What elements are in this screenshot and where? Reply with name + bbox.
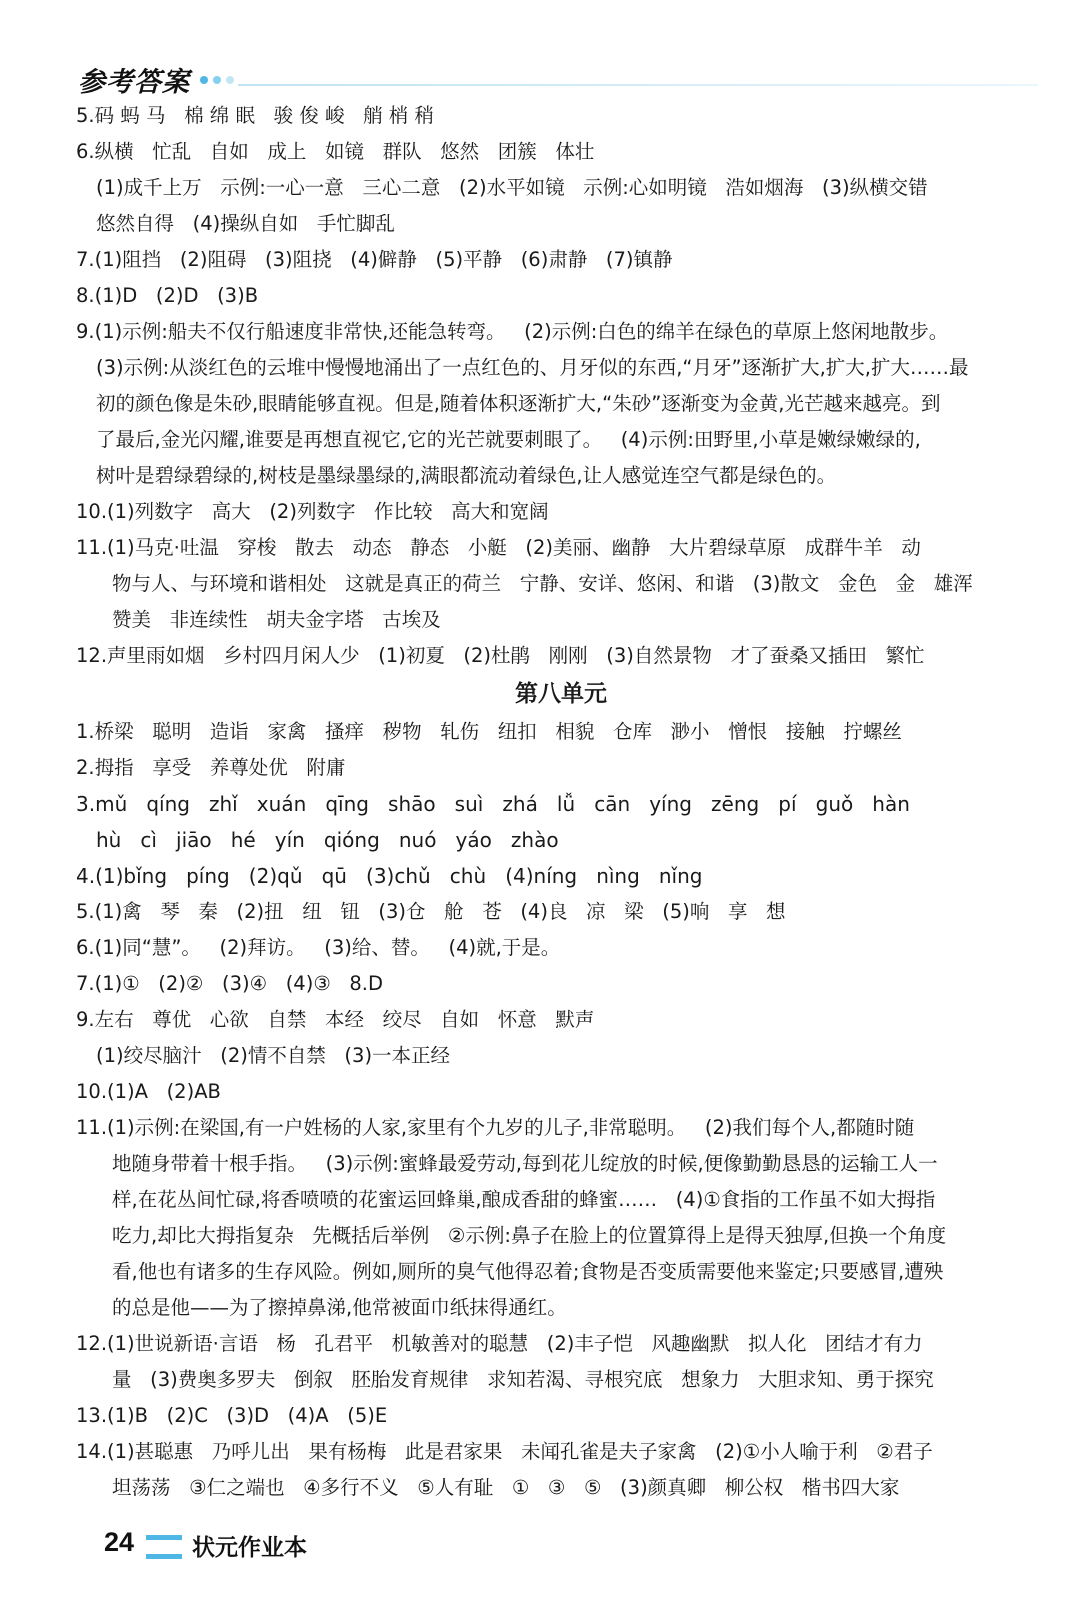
answer-line: 9.(1)示例:船夫不仅行船速度非常快,还能急转弯。 (2)示例:白色的绵羊在绿色的草原上悠闲地散步。	[76, 320, 949, 343]
book-title: 状元作业本	[192, 1535, 307, 1561]
answer-line: 赞美 非连续性 胡夫金字塔 古埃及	[112, 608, 441, 631]
answer-line: 10.(1)A (2)AB	[76, 1080, 221, 1103]
answer-line: 吃力,却比大拇指复杂 先概括后举例 ②示例:鼻子在脸上的位置算得上是得天独厚,但换一个角度	[112, 1224, 947, 1247]
answer-line: 8.(1)D (2)D (3)B	[76, 284, 259, 307]
pinyin-line: hù cì jiāo hé yín qióng nuó yáo zhào	[96, 828, 559, 852]
pinyin-line: 4.(1)bǐng píng (2)qǔ qū (3)chǔ chù (4)níng nìng nǐng	[76, 864, 703, 888]
header-dots-decoration	[200, 76, 234, 84]
answer-line: 树叶是碧绿碧绿的,树枝是墨绿墨绿的,满眼都流动着绿色,让人感觉连空气都是绿色的。	[96, 464, 837, 487]
answer-line: 量 (3)费奥多罗夫 倒叙 胚胎发育规律 求知若渴、寻根究底 想象力 大胆求知、勇于探究	[112, 1368, 934, 1391]
answer-line: 悠然自得 (4)操纵自如 手忙脚乱	[96, 212, 395, 235]
answer-line: 2.拇指 享受 养尊处优 附庸	[76, 756, 346, 779]
answer-line: 5.(1)禽 琴 秦 (2)扭 纽 钮 (3)仓 舱 苍 (4)良 凉 梁 (5)响 享 想	[76, 900, 786, 923]
header-title: 参考答案	[78, 67, 190, 98]
answer-line: 坦荡荡 ③仁之端也 ④多行不义 ⑤人有耻 ① ③ ⑤ (3)颜真卿 柳公权 楷书四大家	[112, 1476, 900, 1499]
answer-line: 11.(1)示例:在梁国,有一户姓杨的人家,家里有个九岁的儿子,非常聪明。 (2)我们每个人,都随时随	[76, 1116, 915, 1139]
pinyin-line: 3.mǔ qíng zhǐ xuán qīng shāo suì zhá lǚ cān yíng zēng pí guǒ hàn	[76, 792, 910, 816]
answer-line: 1.桥梁 聪明 造诣 家禽 搔痒 秽物 轧伤 纽扣 相貌 仓库 渺小 憎恨 接触 拧螺丝	[76, 720, 902, 743]
answer-line: 地随身带着十根手指。 (3)示例:蜜蜂最爱劳动,每到花儿绽放的时候,便像勤勤恳恳的运输工人一	[112, 1152, 938, 1175]
answer-line: 的总是他——为了擦掉鼻涕,他常被面巾纸抹得通红。	[112, 1296, 567, 1319]
page-number: 24	[104, 1527, 135, 1557]
answer-line: (3)示例:从淡红色的云堆中慢慢地涌出了一点红色的、月牙似的东西,“月牙”逐渐扩大,扩大,扩大……最	[96, 356, 969, 379]
answer-line: 了最后,金光闪耀,谁要是再想直视它,它的光芒就要刺眼了。 (4)示例:田野里,小草是嫩绿嫩绿的,	[96, 428, 921, 451]
header-rule	[238, 84, 1038, 86]
answer-line: 14.(1)甚聪惠 乃呼儿出 果有杨梅 此是君家果 未闻孔雀是夫子家禽 (2)①小人喻于利 ②君子	[76, 1440, 933, 1463]
answer-content	[76, 98, 1046, 1506]
answer-line: 13.(1)B (2)C (3)D (4)A (5)E	[76, 1404, 388, 1427]
answer-line: 7.(1)① (2)② (3)④ (4)③ 8.D	[76, 972, 384, 995]
page-header	[78, 56, 1038, 96]
answer-line: 物与人、与环境和谐相处 这就是真正的荷兰 宁静、安详、悠闲、和谐 (3)散文 金色 金 雄浑	[112, 572, 973, 595]
answer-line: (1)成千上万 示例:一心一意 三心二意 (2)水平如镜 示例:心如明镜 浩如烟海 (3)纵横交错	[96, 176, 928, 199]
footer-equals-decoration	[146, 1535, 182, 1559]
answer-line: 初的颜色像是朱砂,眼睛能够直视。但是,随着体积逐渐扩大,“朱砂”逐渐变为金黄,光芒越来越亮。到	[96, 392, 941, 415]
answer-line: 看,他也有诸多的生存风险。例如,厕所的臭气他得忍着;食物是否变质需要他来鉴定;只要感冒,遭殃	[112, 1260, 944, 1283]
answer-line: 12.声里雨如烟 乡村四月闲人少 (1)初夏 (2)杜鹃 刚刚 (3)自然景物 才了蚕桑又插田 繁忙	[76, 644, 925, 667]
answer-line: (1)绞尽脑汁 (2)情不自禁 (3)一本正经	[96, 1044, 451, 1067]
answer-line: 7.(1)阻挡 (2)阻碍 (3)阻挠 (4)僻静 (5)平静 (6)肃静 (7)镇静	[76, 248, 673, 271]
answer-line: 5.码 蚂 马 棉 绵 眠 骏 俊 峻 艄 梢 稍	[76, 104, 434, 127]
answer-line: 6.(1)同“慧”。 (2)拜访。 (3)给、替。 (4)就,于是。	[76, 936, 561, 959]
answer-line: 11.(1)马克·吐温 穿梭 散去 动态 静态 小艇 (2)美丽、幽静 大片碧绿草原 成群牛羊 动	[76, 536, 921, 559]
answer-line: 样,在花丛间忙碌,将香喷喷的花蜜运回蜂巢,酿成香甜的蜂蜜…… (4)①食指的工作虽不如大拇指	[112, 1188, 936, 1211]
answer-line: 6.纵横 忙乱 自如 成上 如镜 群队 悠然 团簇 体壮	[76, 140, 595, 163]
answer-line: 12.(1)世说新语·言语 杨 孔君平 机敏善对的聪慧 (2)丰子恺 风趣幽默 拟人化 团结才有力	[76, 1332, 923, 1355]
answer-line: 9.左右 尊优 心欲 自禁 本经 绞尽 自如 怀意 默声	[76, 1008, 595, 1031]
page-footer	[104, 1527, 504, 1567]
answer-line: 10.(1)列数字 高大 (2)列数字 作比较 高大和宽阔	[76, 500, 549, 523]
section-title: 第八单元	[515, 681, 607, 707]
